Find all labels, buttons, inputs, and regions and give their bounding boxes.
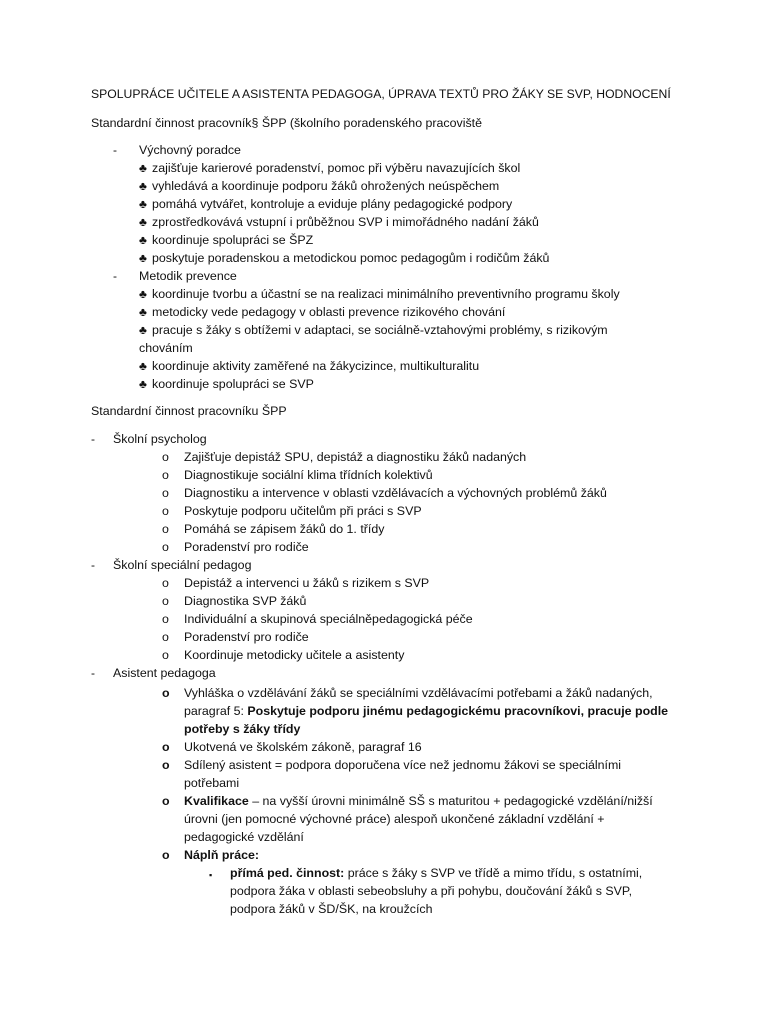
group-label-skolni-specialni-pedagog: Školní speciální pedagog <box>113 558 252 572</box>
bold-circle-bullet-icon: o <box>162 848 170 862</box>
circle-bullet-icon: o <box>162 486 169 500</box>
square-bullet-icon: ▪ <box>209 870 213 880</box>
list-item: koordinuje tvorbu a účastní se na realizaci minimálního preventivního programu školy <box>152 287 620 301</box>
list-item: Diagnostikuje sociální klima třídních kolektivů <box>184 468 433 482</box>
bold-circle-bullet-icon: o <box>162 740 170 754</box>
section-heading-2: Standardní činnost pracovníku ŠPP <box>91 404 287 418</box>
list-item: metodicky vede pedagogy v oblasti prevence rizikového chování <box>152 305 506 319</box>
dash-bullet: - <box>113 143 117 157</box>
dash-bullet: - <box>91 666 95 680</box>
list-item-line <box>184 702 668 720</box>
circle-bullet-icon: o <box>162 468 169 482</box>
bold-circle-bullet-icon: o <box>162 686 170 700</box>
list-item-continuation: potřebami <box>184 776 240 790</box>
dash-bullet: - <box>91 558 95 572</box>
bold-circle-bullet-icon: o <box>162 794 170 808</box>
club-bullet-icon: ♣ <box>139 305 147 319</box>
list-item: Individuální a skupinová speciálněpedagogická péče <box>184 612 473 626</box>
page-title: SPOLUPRÁCE UČITELE A ASISTENTA PEDAGOGA, ÚPRAVA TEXTŮ PRO ŽÁKY SE SVP, HODNOCENÍ <box>91 87 671 101</box>
club-bullet-icon: ♣ <box>139 179 147 193</box>
list-item: Koordinuje metodicky učitele a asistenty <box>184 648 405 662</box>
list-item-continuation: podpora žáka v oblasti sebeobsluhy a při pohybu, doučování žáků s SVP, <box>230 884 633 898</box>
list-item: poskytuje poradenskou a metodickou pomoc pedagogům i rodičům žáků <box>152 251 550 265</box>
circle-bullet-icon: o <box>162 504 169 518</box>
list-item: Poradenství pro rodiče <box>184 540 309 554</box>
circle-bullet-icon: o <box>162 522 169 536</box>
list-item: Zajišťuje depistáž SPU, depistáž a diagnostiku žáků nadaných <box>184 450 527 464</box>
list-item: pracuje s žáky s obtížemi v adaptaci, se sociálně-vztahovými problémy, s rizikovým <box>152 323 608 337</box>
list-item: koordinuje spolupráci se SVP <box>152 377 314 391</box>
club-bullet-icon: ♣ <box>139 215 147 229</box>
circle-bullet-icon: o <box>162 576 169 590</box>
list-item-continuation: pedagogické vzdělání <box>184 830 304 844</box>
bold-circle-bullet-icon: o <box>162 758 170 772</box>
list-item: zajišťuje karierové poradenství, pomoc při výběru navazujících škol <box>152 161 521 175</box>
list-item-continuation: úrovni (jen pomocné výchovné práce) alespoň ukončené základní vzdělání + <box>184 812 605 826</box>
list-item: koordinuje aktivity zaměřené na žákycizince, multikulturalitu <box>152 359 480 373</box>
list-item-bold-text: přímá ped. činnost: <box>230 866 345 880</box>
list-item-bold-text: Poskytuje podporu jinému pedagogickému pracovníkovi, pracuje podle <box>247 704 669 718</box>
list-item: Poskytuje podporu učitelům při práci s SVP <box>184 504 422 518</box>
club-bullet-icon: ♣ <box>139 287 147 301</box>
list-item-continuation: podpora žáků v ŠD/ŠK, na kroužcích <box>230 902 433 916</box>
list-item-line <box>230 864 642 882</box>
list-item-continuation: chováním <box>139 341 193 355</box>
list-item: zprostředkovává vstupní i průběžnou SVP i mimořádného nadání žáků <box>152 215 539 229</box>
list-item: pomáhá vytvářet, kontroluje a eviduje plány pedagogické podpory <box>152 197 513 211</box>
club-bullet-icon: ♣ <box>139 233 147 247</box>
list-item: Diagnostiku a intervence v oblasti vzdělávacích a výchovných problémů žáků <box>184 486 607 500</box>
dash-bullet: - <box>91 432 95 446</box>
club-bullet-icon: ♣ <box>139 197 147 211</box>
club-bullet-icon: ♣ <box>139 251 147 265</box>
circle-bullet-icon: o <box>162 450 169 464</box>
club-bullet-icon: ♣ <box>139 359 147 373</box>
club-bullet-icon: ♣ <box>139 377 147 391</box>
dash-bullet: - <box>113 269 117 283</box>
section-heading-1: Standardní činnost pracovník§ ŠPP (školního poradenského pracoviště <box>91 116 483 130</box>
list-item: Depistáž a intervenci u žáků s rizikem s SVP <box>184 576 430 590</box>
circle-bullet-icon: o <box>162 648 169 662</box>
club-bullet-icon: ♣ <box>139 323 147 337</box>
circle-bullet-icon: o <box>162 612 169 626</box>
list-item-text: paragraf 5: <box>184 704 248 718</box>
group-label-vychovny-poradce: Výchovný poradce <box>139 143 241 157</box>
list-item-line <box>184 792 653 810</box>
list-item: Pomáhá se zápisem žáků do 1. třídy <box>184 522 385 536</box>
list-item-text: – na vyšší úrovni minimálně SŠ s maturitou + pedagogické vzdělání/nižší <box>248 794 653 808</box>
list-item: Ukotvená ve školském zákoně, paragraf 16 <box>184 740 422 754</box>
club-bullet-icon: ♣ <box>139 161 147 175</box>
list-item: Diagnostika SVP žáků <box>184 594 307 608</box>
group-label-metodik-prevence: Metodik prevence <box>139 269 237 283</box>
list-item: Sdílený asistent = podpora doporučena více než jednomu žákovi se speciálními <box>184 758 622 772</box>
list-item-bold-text: Kvalifikace <box>184 794 249 808</box>
list-item-text: práce s žáky s SVP ve třídě a mimo třídu, s ostatními, <box>344 866 643 880</box>
list-item: koordinuje spolupráci se ŠPZ <box>152 233 314 247</box>
group-label-asistent-pedagoga: Asistent pedagoga <box>113 666 216 680</box>
list-item: Náplň práce: <box>184 848 260 862</box>
circle-bullet-icon: o <box>162 630 169 644</box>
circle-bullet-icon: o <box>162 594 169 608</box>
list-item: Poradenství pro rodiče <box>184 630 309 644</box>
circle-bullet-icon: o <box>162 540 169 554</box>
group-label-skolni-psycholog: Školní psycholog <box>113 432 207 446</box>
list-item: vyhledává a koordinuje podporu žáků ohrožených neúspěchem <box>152 179 500 193</box>
list-item-continuation: potřeby s žáky třídy <box>184 722 301 736</box>
list-item: Vyhláška o vzdělávání žáků se speciálními vzdělávacími potřebami a žáků nadaných, <box>184 686 653 700</box>
